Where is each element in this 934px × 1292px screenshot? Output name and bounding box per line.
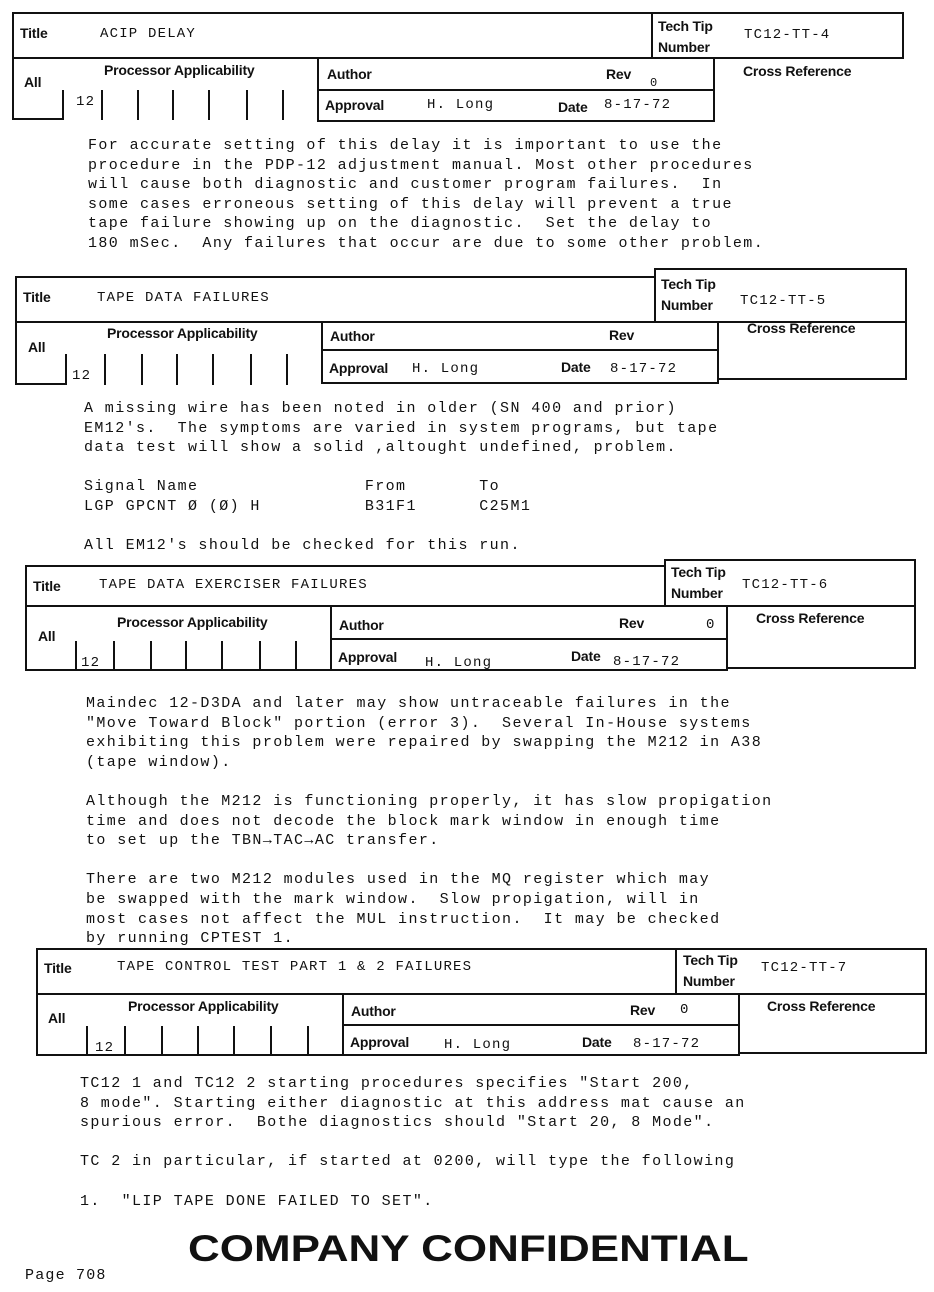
number-label: Number: [683, 973, 735, 989]
tech-tip-label: Tech Tip: [671, 564, 726, 580]
rev-label: Rev: [609, 327, 635, 343]
all-label: All: [38, 628, 56, 644]
approval-label: Approval: [329, 360, 389, 376]
tech-tip-label: Tech Tip: [661, 276, 716, 292]
rev-value: 0: [650, 76, 659, 90]
number-label: Number: [671, 585, 723, 601]
confidential-text: COMPANY CONFIDENTIAL: [188, 1228, 749, 1270]
date-label: Date: [561, 359, 591, 375]
date-value: 8-17-72: [604, 97, 672, 113]
tip-body-3: Maindec 12-D3DA and later may show untraceable failures in the "Move Toward Block" portion (error 3). Several In-House systems exhibiting this problem were repaired by swapping the M212 in A38 (tape window). Although the M212 is functioning properly, it has slow propigation time and does not decode the block mark window in enough time to set up the TBN→TAC→AC transfer. There are two M212 modules used in the MQ register which may be swapped with the mark window. Slow propigation, will in most cases not affect the MUL instruction. It may be checked by running CPTEST 1.: [86, 695, 773, 948]
number-label: Number: [658, 39, 710, 55]
processor-applicability-label: Processor Applicability: [107, 325, 258, 341]
all-label: All: [48, 1010, 66, 1026]
title-label: Title: [33, 578, 61, 594]
confidential-stamp: [188, 1228, 749, 1272]
approval-label: Approval: [325, 97, 385, 113]
title-label: Title: [44, 960, 72, 976]
tech-tip-label: Tech Tip: [658, 18, 713, 34]
cross-reference-label: Cross Reference: [767, 998, 876, 1014]
tip-title: TAPE DATA EXERCISER FAILURES: [99, 577, 368, 593]
all-label: All: [28, 339, 46, 355]
applicability-value: 12: [95, 1040, 115, 1056]
applicability-value: 12: [81, 655, 101, 671]
approval-label: Approval: [350, 1034, 410, 1050]
approval-value: H. Long: [425, 655, 493, 671]
applicability-value: 12: [72, 368, 92, 384]
tip-body-2: A missing wire has been noted in older (SN 400 and prior) EM12's. The symptoms are varied in system programs, but tape data test will show a solid ,altought undefined, problem. Signal Name From To LGP GPCNT Ø (Ø) H B31F1 C25M1 All EM12's should be checked for this run.: [84, 400, 719, 555]
tip-title: TAPE DATA FAILURES: [97, 290, 270, 306]
tip-body-4: TC12 1 and TC12 2 starting procedures specifies "Start 200, 8 mode". Starting either diagnostic at this address mat cause an spurious error. Bothe diagnostics should "Start 20, 8 Mode". TC 2 in particular, if started at 0200, will type the following 1. "LIP TAPE DONE FAILED TO SET".: [80, 1075, 746, 1210]
approval-value: H. Long: [444, 1037, 512, 1053]
tip-number: TC12-TT-7: [761, 960, 848, 976]
all-label: All: [24, 74, 42, 90]
rev-value: 0: [706, 617, 716, 633]
title-label: Title: [23, 289, 51, 305]
date-value: 8-17-72: [633, 1036, 701, 1052]
date-value: 8-17-72: [610, 361, 678, 377]
approval-value: H. Long: [412, 361, 480, 377]
tip-number: TC12-TT-5: [740, 293, 827, 309]
author-label: Author: [351, 1003, 396, 1019]
tip-title: ACIP DELAY: [100, 26, 197, 42]
date-label: Date: [582, 1034, 612, 1050]
tech-tip-label: Tech Tip: [683, 952, 738, 968]
approval-label: Approval: [338, 649, 398, 665]
date-value: 8-17-72: [613, 654, 681, 670]
title-label: Title: [20, 25, 48, 41]
cross-reference-label: Cross Reference: [743, 63, 852, 79]
cross-reference-label: Cross Reference: [756, 610, 865, 626]
author-label: Author: [327, 66, 372, 82]
number-label: Number: [661, 297, 713, 313]
rev-label: Rev: [619, 615, 645, 631]
processor-applicability-label: Processor Applicability: [104, 62, 255, 78]
tip-number: TC12-TT-4: [744, 27, 831, 43]
tip-title: TAPE CONTROL TEST PART 1 & 2 FAILURES: [117, 959, 473, 975]
cross-reference-label: Cross Reference: [747, 320, 856, 336]
rev-value: 0: [680, 1002, 690, 1018]
date-label: Date: [571, 648, 601, 664]
processor-applicability-label: Processor Applicability: [128, 998, 279, 1014]
tip-number: TC12-TT-6: [742, 577, 829, 593]
processor-applicability-label: Processor Applicability: [117, 614, 268, 630]
rev-label: Rev: [630, 1002, 656, 1018]
tip-body-1: For accurate setting of this delay it is important to use the procedure in the PDP-12 adjustment manual. Most other procedures will cause both diagnostic and customer program failures. In some cases erroneous setting of this delay will prevent a true tape failure showing up on the diagnostic. Set the delay to 180 mSec. Any failures that occur are due to some other problem.: [88, 137, 765, 252]
rev-label: Rev: [606, 66, 632, 82]
date-label: Date: [558, 99, 588, 115]
author-label: Author: [330, 328, 375, 344]
approval-value: H. Long: [427, 97, 495, 113]
author-label: Author: [339, 617, 384, 633]
page-number: Page 708: [25, 1267, 107, 1284]
applicability-value: 12: [76, 94, 96, 110]
